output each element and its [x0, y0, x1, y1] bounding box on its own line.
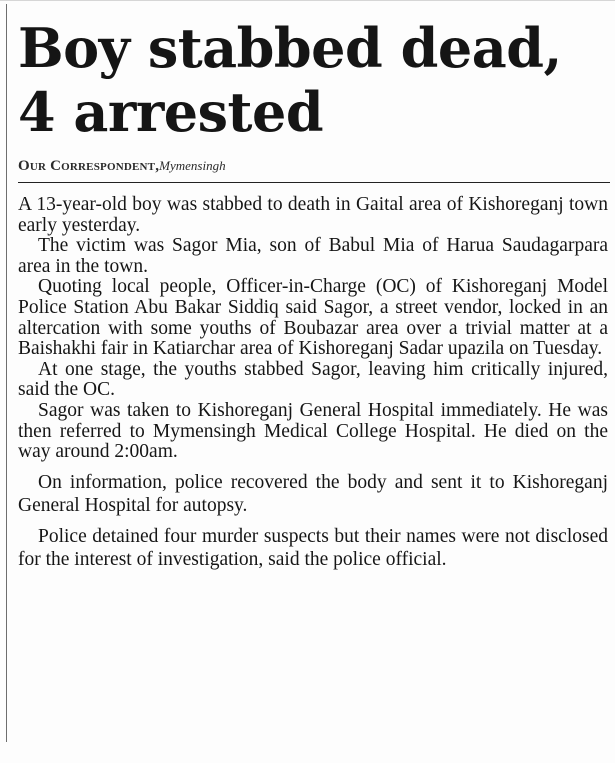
byline-divider-rule — [18, 182, 610, 183]
paragraph-3: Quoting local people, Officer-in-Charge (OC) of Kishoreganj Model Police Station Abu Bakar Siddiq said Sagor, a street vendor, locked in an altercation with some youths of Boubazar area over a trivial matter at a Baishakhi fair in Katiarchar area of Kishoreganj Sadar upazila on Tuesday. — [18, 276, 608, 360]
byline-author: Our Correspondent, — [18, 158, 160, 174]
article-body — [18, 195, 608, 571]
paragraph-5: Sagor was taken to Kishoreganj General Hospital immediately. He was then referred to Mymensingh Medical College Hospital. He died on the way around 2:00am. — [18, 399, 608, 463]
headline-line-1: Boy stabbed dead, — [18, 16, 562, 80]
top-border-rule — [0, 0, 615, 1]
paragraph-1: A 13-year-old boy was stabbed to death in Gaital area of Kishoreganj town early yesterday. — [18, 194, 608, 236]
paragraph-7: Police detained four murder suspects but their names were not disclosed for the interest of investigation, said the police official. — [18, 525, 608, 570]
column-divider-rule — [6, 4, 7, 742]
headline — [18, 16, 610, 144]
paragraph-2: The victim was Sagor Mia, son of Babul Mia of Harua Saudagarpara area in the town. — [18, 235, 608, 277]
headline-line-2: 4 arrested — [18, 80, 324, 144]
paragraph-6: On information, police recovered the body and sent it to Kishoreganj General Hospital for autopsy. — [18, 471, 608, 516]
byline — [18, 155, 610, 177]
byline-location: Mymensingh — [159, 158, 226, 173]
article — [18, 16, 610, 571]
paragraph-4: At one stage, the youths stabbed Sagor, leaving him critically injured, said the OC. — [18, 358, 608, 401]
